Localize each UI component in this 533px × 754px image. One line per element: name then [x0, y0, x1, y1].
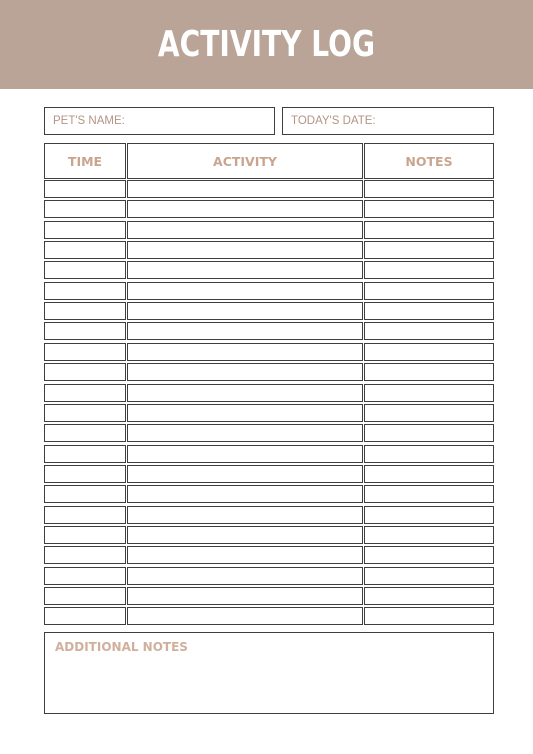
table-cell-activity[interactable] — [127, 343, 363, 361]
table-cell-activity[interactable] — [127, 261, 363, 279]
table-cell-activity[interactable] — [127, 302, 363, 320]
table-cell-time[interactable] — [44, 180, 126, 198]
todays-date-field[interactable] — [282, 107, 494, 135]
table-cell-notes[interactable] — [364, 404, 494, 422]
table-cell-time[interactable] — [44, 343, 126, 361]
table-cell-activity[interactable] — [127, 607, 363, 625]
table-cell-time[interactable] — [44, 445, 126, 463]
table-cell-activity[interactable] — [127, 485, 363, 503]
table-cell-notes[interactable] — [364, 526, 494, 544]
table-cell-notes[interactable] — [364, 302, 494, 320]
page-title: ACTIVITY LOG — [157, 24, 376, 65]
table-cell-notes[interactable] — [364, 282, 494, 300]
table-cell-time[interactable] — [44, 546, 126, 564]
table-cell-activity[interactable] — [127, 445, 363, 463]
table-cell-activity[interactable] — [127, 567, 363, 585]
table-cell-time[interactable] — [44, 526, 126, 544]
table-cell-activity[interactable] — [127, 221, 363, 239]
table-cell-activity[interactable] — [127, 282, 363, 300]
table-cell-activity[interactable] — [127, 587, 363, 605]
table-cell-activity[interactable] — [127, 363, 363, 381]
table-cell-notes[interactable] — [364, 241, 494, 259]
table-cell-activity[interactable] — [127, 506, 363, 524]
table-cell-time[interactable] — [44, 485, 126, 503]
pet-name-field[interactable] — [44, 107, 275, 135]
table-cell-notes[interactable] — [364, 567, 494, 585]
table-cell-notes[interactable] — [364, 261, 494, 279]
column-header-notes: NOTES — [364, 143, 494, 179]
table-cell-time[interactable] — [44, 567, 126, 585]
table-cell-activity[interactable] — [127, 241, 363, 259]
table-cell-activity[interactable] — [127, 384, 363, 402]
table-cell-time[interactable] — [44, 241, 126, 259]
pet-name-label: PET'S NAME: — [53, 115, 125, 127]
table-cell-notes[interactable] — [364, 445, 494, 463]
table-cell-time[interactable] — [44, 282, 126, 300]
table-cell-time[interactable] — [44, 587, 126, 605]
table-cell-time[interactable] — [44, 384, 126, 402]
table-cell-time[interactable] — [44, 200, 126, 218]
table-cell-time[interactable] — [44, 465, 126, 483]
table-cell-activity[interactable] — [127, 180, 363, 198]
table-cell-activity[interactable] — [127, 404, 363, 422]
table-cell-time[interactable] — [44, 506, 126, 524]
todays-date-label: TODAY'S DATE: — [291, 115, 376, 127]
table-cell-notes[interactable] — [364, 384, 494, 402]
table-cell-activity[interactable] — [127, 200, 363, 218]
table-cell-notes[interactable] — [364, 180, 494, 198]
table-cell-notes[interactable] — [364, 424, 494, 442]
table-cell-activity[interactable] — [127, 465, 363, 483]
table-cell-notes[interactable] — [364, 506, 494, 524]
table-cell-notes[interactable] — [364, 485, 494, 503]
table-cell-notes[interactable] — [364, 587, 494, 605]
table-cell-notes[interactable] — [364, 363, 494, 381]
table-cell-time[interactable] — [44, 302, 126, 320]
table-cell-notes[interactable] — [364, 322, 494, 340]
table-cell-time[interactable] — [44, 221, 126, 239]
table-cell-time[interactable] — [44, 261, 126, 279]
table-cell-notes[interactable] — [364, 465, 494, 483]
table-cell-notes[interactable] — [364, 343, 494, 361]
table-cell-time[interactable] — [44, 424, 126, 442]
column-header-time: TIME — [44, 143, 126, 179]
table-cell-time[interactable] — [44, 322, 126, 340]
additional-notes-box[interactable] — [44, 632, 494, 714]
table-cell-time[interactable] — [44, 404, 126, 422]
column-header-activity: ACTIVITY — [127, 143, 363, 179]
table-cell-time[interactable] — [44, 363, 126, 381]
table-cell-notes[interactable] — [364, 607, 494, 625]
table-cell-notes[interactable] — [364, 546, 494, 564]
table-cell-activity[interactable] — [127, 546, 363, 564]
table-cell-activity[interactable] — [127, 424, 363, 442]
table-cell-activity[interactable] — [127, 526, 363, 544]
table-cell-notes[interactable] — [364, 221, 494, 239]
table-cell-activity[interactable] — [127, 322, 363, 340]
table-cell-notes[interactable] — [364, 200, 494, 218]
additional-notes-label: ADDITIONAL NOTES — [55, 640, 188, 654]
table-cell-time[interactable] — [44, 607, 126, 625]
